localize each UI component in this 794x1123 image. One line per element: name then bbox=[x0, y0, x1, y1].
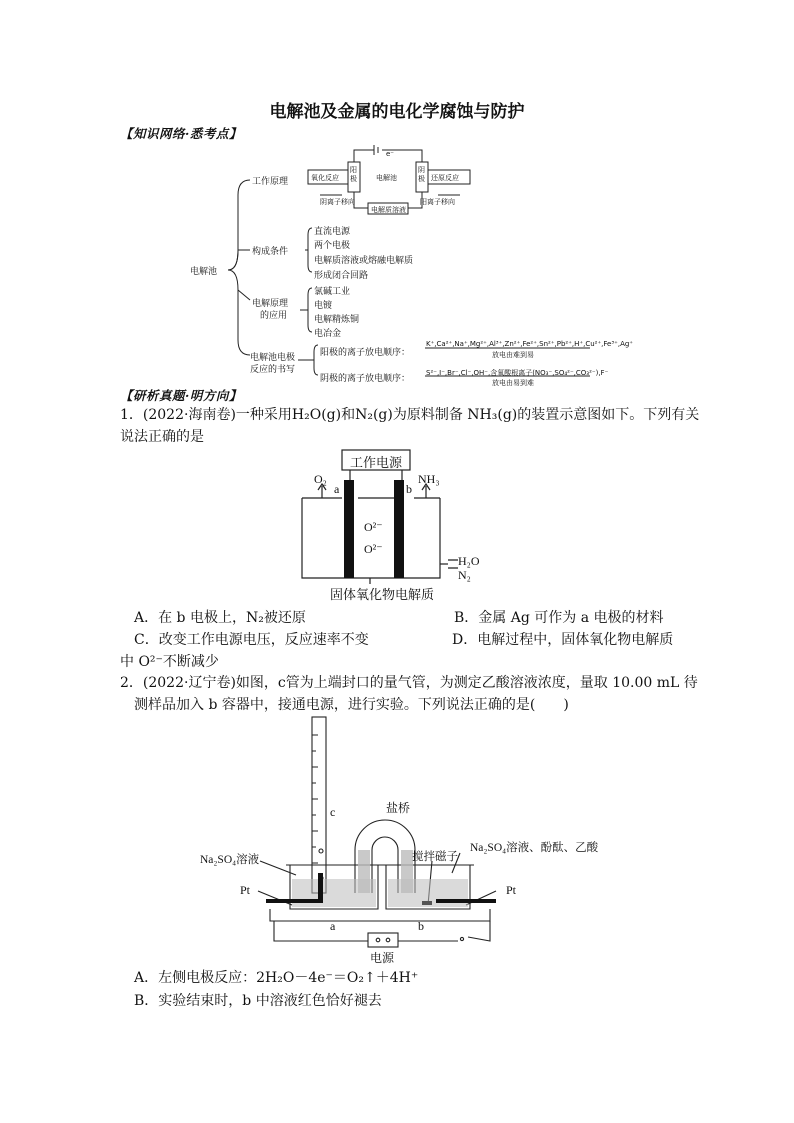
wp-oxidation: 氧化反应 bbox=[311, 174, 339, 182]
anion-series: S²⁻,I⁻,Br⁻,Cl⁻,OH⁻,含氧酸根离子(NO₃⁻,SO₄²⁻,CO₃²⁻),F⁻ bbox=[426, 369, 609, 377]
wp-anion-move: 阴离子移向 bbox=[320, 198, 355, 206]
app-item: 电解精炼铜 bbox=[314, 315, 360, 325]
q1-electrode-a bbox=[344, 480, 354, 578]
cond-item: 形成闭合回路 bbox=[314, 271, 369, 281]
section-heading-exam: 【研析真题·明方向】 bbox=[120, 388, 242, 403]
wp-electron: e⁻ bbox=[386, 150, 395, 158]
q1-ion-label: O²⁻ bbox=[364, 542, 383, 556]
q1-h2o-label: H₂O bbox=[458, 554, 480, 568]
wp-cell: 电解池 bbox=[376, 174, 397, 182]
anode-rule: 阳极的离子放电顺序： bbox=[320, 348, 411, 358]
page-title: 电解池及金属的电化学腐蚀与防护 bbox=[269, 102, 525, 122]
q2-a-label: a bbox=[330, 919, 336, 933]
q2-power-label: 电源 bbox=[370, 951, 395, 965]
wp-cation-move: 阳离子移向 bbox=[420, 198, 455, 206]
q1-o2-label: O₂ bbox=[314, 472, 327, 486]
q2-stem-line1: 2．(2022·辽宁卷)如图，c管为上端封口的量气管，为测定乙酸溶液浓度，量取 10.00 mL 待 bbox=[120, 675, 698, 691]
q2-right-solution-label: Na₂SO₄溶液、酚酞、乙酸 bbox=[470, 842, 599, 854]
q2-left-solution-label: Na₂SO₄溶液 bbox=[200, 854, 260, 866]
section-heading-knowledge: 【知识网络·悉考点】 bbox=[120, 126, 242, 141]
q1-figure bbox=[290, 446, 500, 602]
q2-pt-right-label: Pt bbox=[506, 883, 517, 897]
q1-a-label: a bbox=[334, 482, 340, 496]
q2-option-b: B．实验结束时，b 中溶液红色恰好褪去 bbox=[134, 993, 382, 1009]
cation-caption: 放电由难到易 bbox=[492, 351, 534, 359]
q1-option-d-cont: 中 O²⁻不断减少 bbox=[120, 654, 219, 670]
q1-option-b: B．金属 Ag 可作为 a 电极的材料 bbox=[454, 610, 664, 626]
anion-caption: 放电由易到难 bbox=[492, 379, 534, 387]
q1-option-c: C．改变工作电源电压，反应速率不变 bbox=[134, 632, 369, 648]
mindmap-branch-writing-1: 电解池电极 bbox=[250, 353, 296, 363]
cond-item: 直流电源 bbox=[314, 227, 351, 237]
mindmap bbox=[180, 140, 633, 387]
wp-anode: 阳极 bbox=[350, 166, 357, 183]
wp-cathode: 阴极 bbox=[418, 166, 425, 183]
wp-solution: 电解质溶液 bbox=[371, 206, 406, 214]
q1-option-a: A．在 b 电极上，N₂被还原 bbox=[134, 610, 306, 626]
q2-salt-bridge-label: 盐桥 bbox=[386, 801, 411, 815]
q2-c-label: c bbox=[330, 805, 336, 819]
q2-b-label: b bbox=[418, 919, 424, 933]
q2-stem-line2: 测样品加入 b 容器中，接通电源，进行实验。下列说法正确的是( ) bbox=[134, 697, 569, 713]
cond-item: 电解质溶液或熔融电解质 bbox=[314, 256, 414, 266]
cathode-rule: 阴极的离子放电顺序： bbox=[320, 374, 411, 384]
cond-item: 两个电极 bbox=[314, 241, 351, 251]
q2-figure bbox=[200, 715, 620, 965]
mindmap-root: 电解池 bbox=[190, 267, 218, 277]
q1-ion-label: O²⁻ bbox=[364, 520, 383, 534]
q1-option-d: D．电解过程中，固体氧化物电解质 bbox=[452, 632, 674, 648]
q1-nh3-label: NH₃ bbox=[418, 472, 440, 486]
app-item: 电冶金 bbox=[314, 329, 342, 339]
q2-pt-left-label: Pt bbox=[240, 883, 251, 897]
mindmap-branch-conditions: 构成条件 bbox=[252, 247, 289, 257]
mindmap-branch-applications-1: 电解原理 bbox=[252, 299, 289, 309]
q2-stir-label: 搅拌磁子 bbox=[412, 851, 458, 863]
q2-option-a: A．左侧电极反应：2H₂O－4e⁻＝O₂↑＋4H⁺ bbox=[134, 970, 419, 986]
q1-electrode-b bbox=[394, 480, 404, 578]
mindmap-branch-writing-2: 反应的书写 bbox=[250, 365, 296, 375]
wp-reduction: 还原反应 bbox=[431, 174, 459, 182]
q1-n2-label: N₂ bbox=[458, 568, 471, 582]
q1-stem-line1: 1．(2022·海南卷)一种采用H₂O(g)和N₂(g)为原料制备 NH₃(g)的装置示意图如下。下列有关 bbox=[120, 407, 700, 423]
app-item: 电镀 bbox=[314, 301, 333, 311]
q1-stem-line2: 说法正确的是 bbox=[120, 429, 204, 445]
mindmap-branch-applications-2: 的应用 bbox=[260, 311, 288, 321]
cation-series: K⁺,Ca²⁺,Na⁺,Mg²⁺,Al³⁺,Zn²⁺,Fe²⁺,Sn²⁺,Pb²⁺,H⁺,Cu²⁺,Fe³⁺,Ag⁺ bbox=[426, 340, 633, 348]
q1-b-label: b bbox=[406, 482, 412, 496]
mindmap-branch-working: 工作原理 bbox=[252, 177, 289, 187]
q1-caption: 固体氧化物电解质 bbox=[330, 587, 435, 602]
app-item: 氯碱工业 bbox=[314, 287, 351, 297]
q1-power-label: 工作电源 bbox=[349, 455, 402, 470]
